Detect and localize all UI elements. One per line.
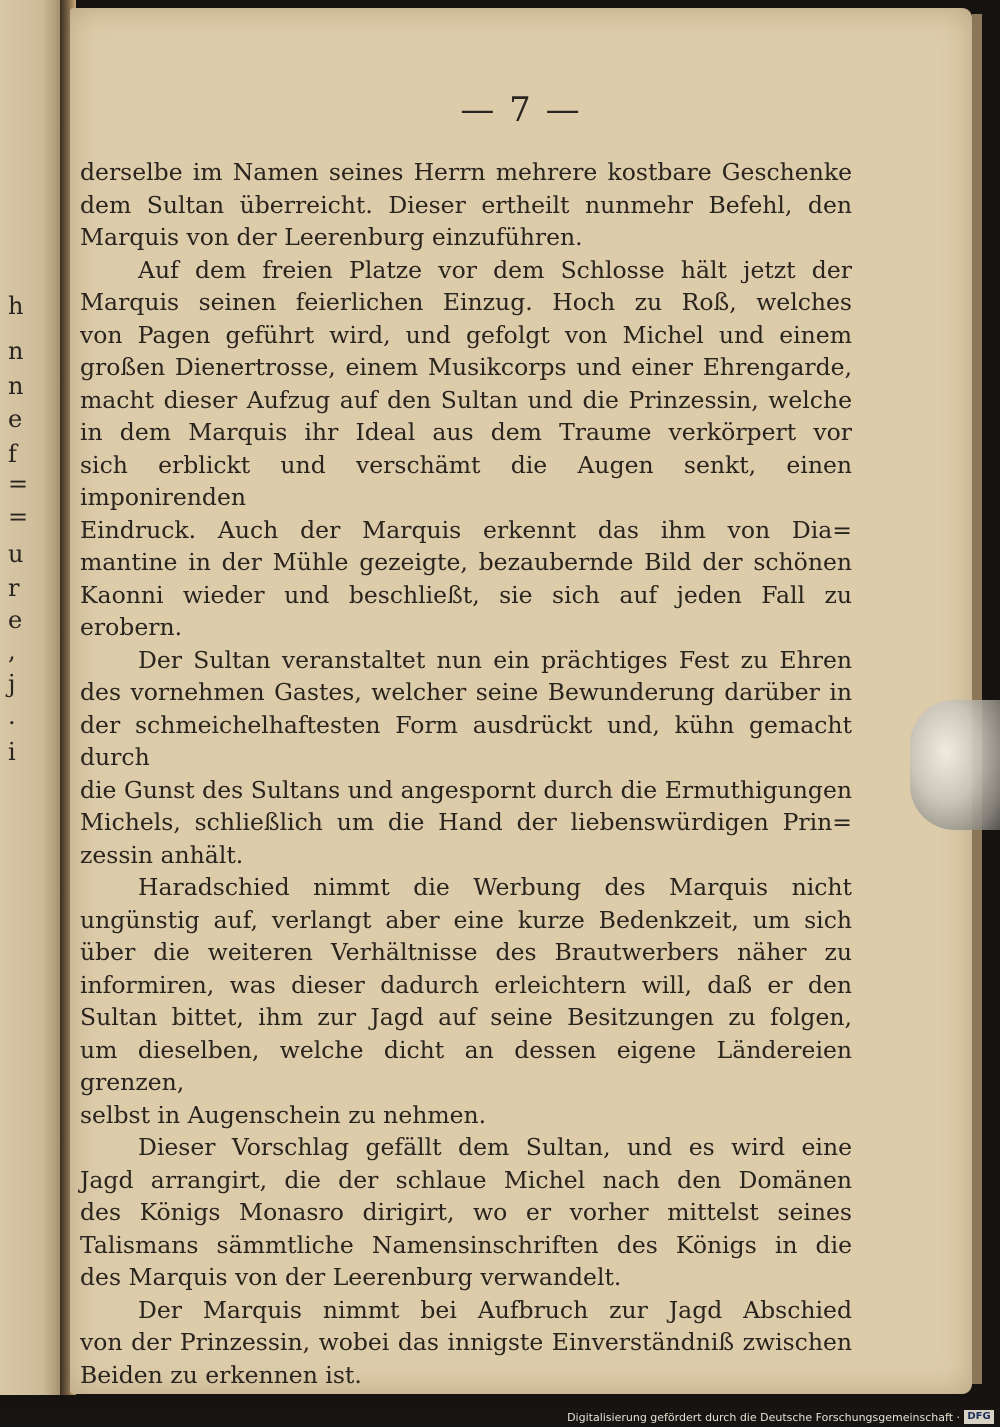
text-line: Der Sultan veranstaltet nun ein prächtiges Fest zu Ehren — [138, 645, 852, 674]
text-line: erobern. — [80, 613, 183, 641]
text-line: großen Dienertrosse, einem Musikcorps und einer Ehrengarde, — [80, 353, 852, 381]
digitization-credit: Digitalisierung gefördert durch die Deutsche Forschungsgemeinschaft · — [567, 1411, 960, 1424]
margin-fragment: n — [8, 337, 24, 365]
margin-fragment: e — [8, 405, 23, 433]
text-line: des Marquis von der Leerenburg verwandelt. — [80, 1263, 622, 1291]
text-line: derselbe im Namen seines Herrn mehrere kostbare Geschenke — [80, 158, 852, 186]
text-line: Haradschied nimmt die Werbung des Marquis nicht — [138, 873, 852, 901]
text-line: über die weiteren Verhältnisse des Brautwerbers näher zu — [80, 938, 852, 966]
margin-fragment: e — [8, 606, 23, 634]
text-line: Beiden zu erkennen ist. — [80, 1360, 362, 1389]
text-line: Eindruck. Auch der Marquis erkennt das ihm von Dia= — [80, 515, 852, 544]
page-number: — 7 — — [460, 90, 582, 130]
dfg-logo: DFG — [964, 1410, 994, 1424]
page-edge — [972, 14, 982, 1384]
text-line: selbst in Augenschein zu nehmen. — [80, 1100, 487, 1129]
margin-fragment: . — [8, 702, 16, 730]
margin-fragment: h — [8, 292, 24, 320]
margin-fragment: n — [8, 372, 24, 400]
text-line: Auf dem freien Platze vor dem Schlosse hält jetzt der — [138, 255, 852, 284]
text-line: Marquis von der Leerenburg einzuführen. — [80, 223, 583, 251]
text-line: Michels, schließlich um die Hand der liebenswürdigen Prin= — [80, 808, 852, 836]
text-line: Jagd arrangirt, die der schlaue Michel nach den Domänen — [80, 1165, 852, 1194]
text-line: in dem Marquis ihr Ideal aus dem Traume verkörpert vor — [80, 418, 852, 446]
text-line: zessin anhält. — [80, 840, 244, 869]
text-line: mantine in der Mühle gezeigte, bezaubernde Bild der schönen — [80, 548, 852, 576]
text-line: Marquis seinen feierlichen Einzug. Hoch zu Roß, welches — [80, 288, 852, 316]
margin-fragment: j — [8, 670, 16, 698]
margin-fragment: u — [8, 540, 24, 568]
text-line: um dieselben, welche dicht an dessen eigene Ländereien grenzen, — [80, 1035, 852, 1096]
page-clip — [910, 700, 1000, 830]
text-line: Sultan bittet, ihm zur Jagd auf seine Besitzungen zu folgen, — [80, 1003, 852, 1031]
margin-fragment: i — [8, 738, 16, 766]
book-page — [70, 8, 972, 1394]
previous-page-edge — [0, 0, 63, 1395]
margin-fragment: f — [8, 440, 17, 468]
text-line: ungünstig auf, verlangt aber eine kurze Bedenkzeit, um sich — [80, 905, 852, 934]
margin-fragment: = — [8, 470, 29, 498]
text-line: dem Sultan überreicht. Dieser ertheilt nunmehr Befehl, den — [80, 190, 852, 219]
text-line: von der Prinzessin, wobei das innigste Einverständniß zwischen — [80, 1328, 852, 1356]
text-line: Kaonni wieder und beschließt, sie sich auf jeden Fall zu — [80, 580, 852, 609]
text-line: von Pagen geführt wird, und gefolgt von Michel und einem — [80, 320, 852, 349]
text-line: Dieser Vorschlag gefällt dem Sultan, und es wird eine — [138, 1133, 852, 1161]
text-line: macht dieser Aufzug auf den Sultan und die Prinzessin, welche — [80, 385, 852, 414]
text-line: der schmeichelhaftesten Form ausdrückt und, kühn gemacht durch — [80, 710, 852, 771]
margin-fragment: = — [8, 503, 29, 531]
text-line: des vornehmen Gastes, welcher seine Bewunderung darüber in — [80, 678, 852, 706]
text-line: Der Marquis nimmt bei Aufbruch zur Jagd Abschied — [138, 1295, 852, 1324]
text-line: informiren, was dieser dadurch erleichtern will, daß er den — [80, 970, 852, 999]
text-line: die Gunst des Sultans und angespornt durch die Ermuthigungen — [80, 775, 852, 804]
margin-fragment: r — [8, 574, 20, 602]
text-line: des Königs Monasro dirigirt, wo er vorher mittelst seines — [80, 1198, 852, 1226]
text-line: Talismans sämmtliche Namensinschriften des Königs in die — [80, 1230, 852, 1259]
margin-fragment: , — [8, 637, 16, 665]
text-line: sich erblickt und verschämt die Augen senkt, einen imponirenden — [80, 450, 852, 511]
body-text — [80, 156, 852, 1391]
